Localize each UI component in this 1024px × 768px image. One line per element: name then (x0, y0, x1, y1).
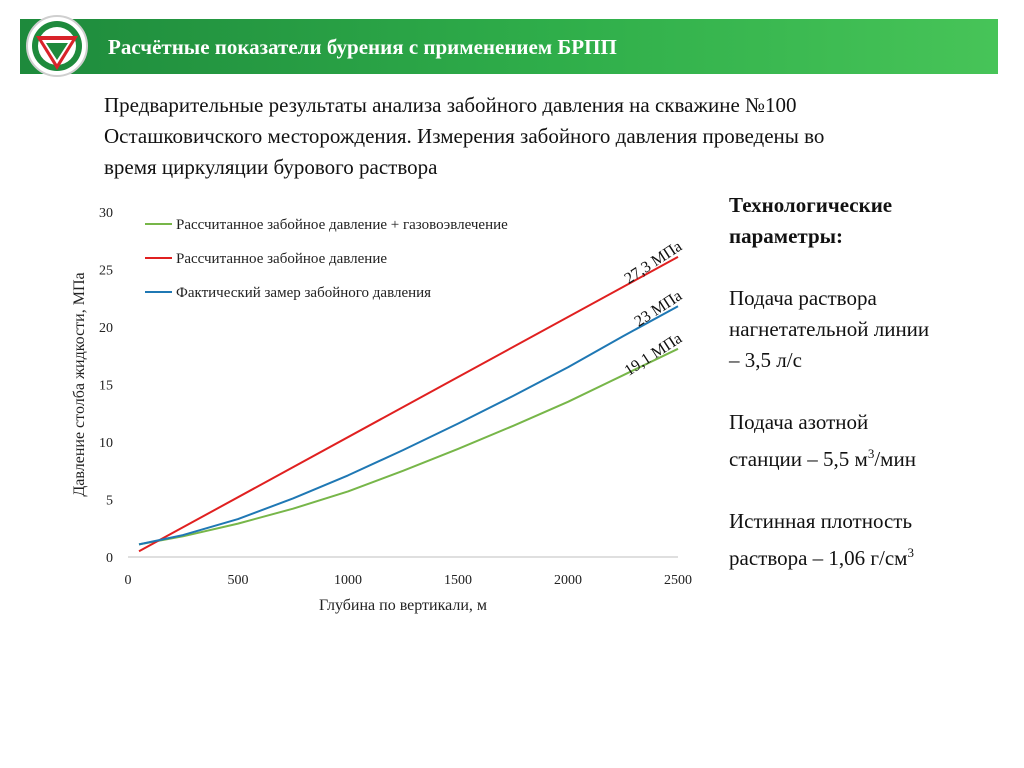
parameters-title-line: параметры: (729, 224, 844, 248)
parameter-line: станции – 5,5 $м^3$/мин (729, 446, 916, 471)
parameter-line: Подача азотной (729, 410, 869, 434)
page-title: Расчётные показатели бурения с применением БРПП (108, 35, 617, 59)
parameter-line: нагнетательной линии (729, 317, 930, 341)
intro-text (104, 90, 1004, 183)
x-tick-label: 0 (124, 573, 132, 588)
series-end-label: 27,3 МПа (621, 237, 686, 288)
series-end-label: 19,1 МПа (621, 329, 686, 380)
series-end-label: 23 МПа (631, 287, 686, 331)
series-line-2 (139, 257, 678, 551)
x-axis-title: Глубина по вертикали, м (318, 597, 488, 614)
y-tick-label: 30 (99, 206, 113, 221)
legend-label: Фактический замер забойного давления (176, 285, 432, 301)
intro-line: Осташковичского месторождения. Измерения забойного давления проведены во (104, 124, 825, 148)
x-tick-label: 500 (227, 573, 249, 588)
parameter-line: Подача раствора (729, 286, 877, 310)
intro-line: Предварительные результаты анализа забойного давления на скважине №100 (104, 93, 797, 117)
parameters-title-line: Технологические (729, 193, 893, 217)
company-logo (22, 14, 92, 78)
y-tick-label: 25 (99, 263, 113, 279)
technology-parameters (729, 190, 999, 574)
parameter-line: раствора – 1,06 $г/см^3$ (729, 545, 914, 570)
parameter-blocks (729, 283, 999, 574)
y-axis-title: Давление столба жидкости, МПа (71, 272, 88, 497)
x-tick-label: 2000 (554, 573, 582, 588)
pressure-chart (60, 195, 710, 625)
x-tick-label: 1500 (444, 573, 472, 588)
legend-label: Рассчитанное забойное давление + газовоэвлечение (176, 217, 508, 233)
legend-label: Рассчитанное забойное давление (176, 251, 388, 267)
x-tick-label: 2500 (664, 573, 692, 588)
parameter-block (729, 407, 999, 475)
y-tick-label: 20 (99, 321, 113, 336)
intro-line: время циркуляции бурового раствора (104, 155, 438, 179)
y-tick-label: 15 (99, 378, 113, 394)
y-tick-label: 0 (106, 551, 113, 566)
parameter-block (729, 506, 999, 574)
parameter-block (729, 283, 999, 376)
x-tick-label: 1000 (334, 573, 362, 588)
parameter-line: Истинная плотность (729, 509, 913, 533)
y-tick-label: 5 (106, 493, 113, 509)
series-line-3 (139, 306, 678, 544)
parameter-line: – 3,5 л/с (729, 348, 802, 372)
y-tick-label: 10 (99, 436, 113, 451)
